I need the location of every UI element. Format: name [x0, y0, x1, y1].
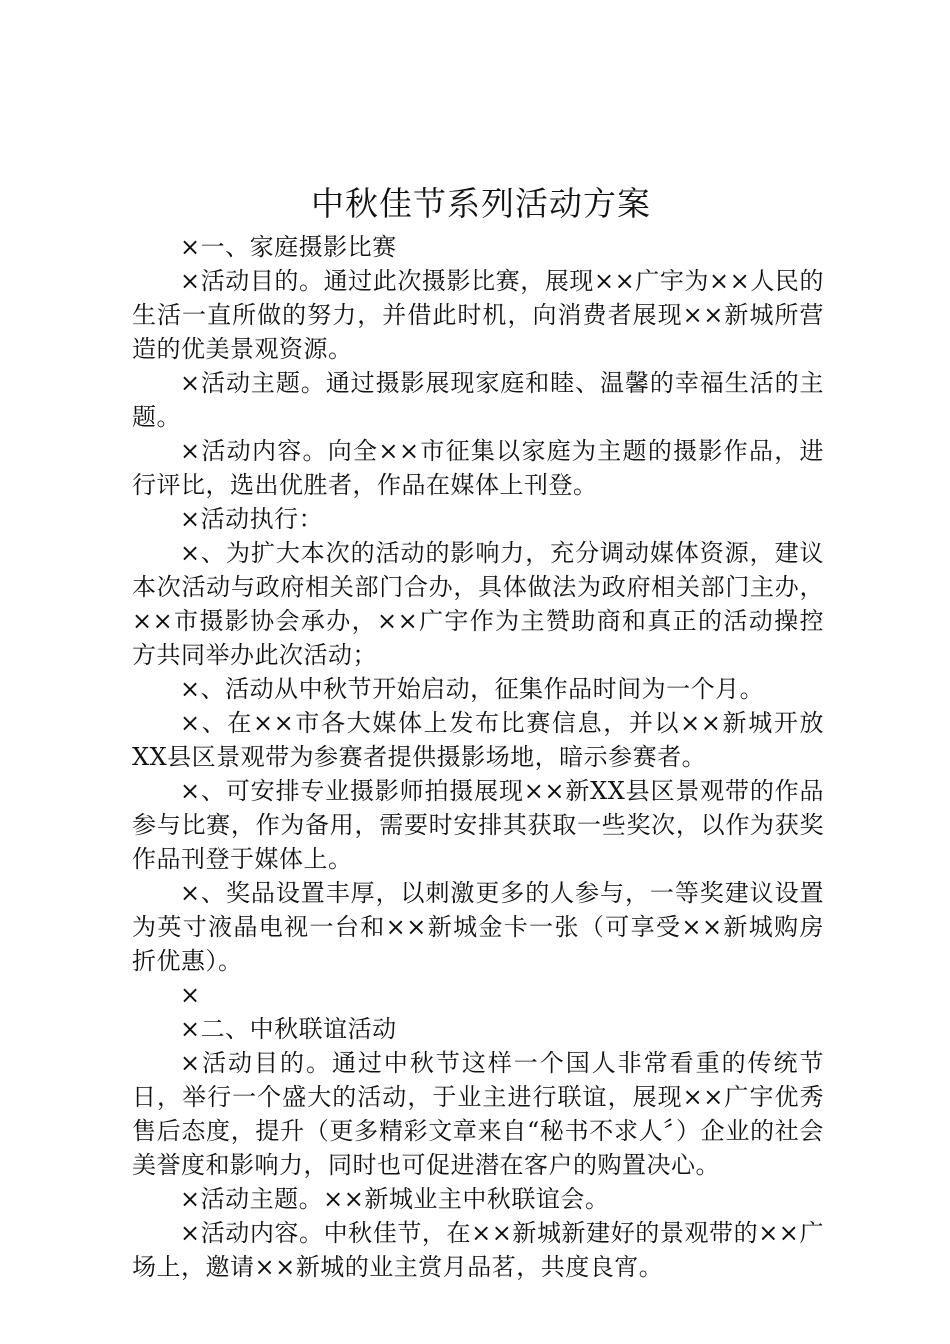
paragraph-purpose-1: ×活动目的。通过此次摄影比赛，展现××广宇为××人民的生活一直所做的努力，并借此时机，向消费者展现××新城所营造的优美景观资源。	[132, 267, 824, 363]
paragraph-placeholder: ×	[180, 981, 201, 1009]
document-title: 中秋佳节系列活动方案	[311, 184, 651, 223]
paragraph-execution-item-1: ×、为扩大本次的活动的影响力，充分调动媒体资源，建议本次活动与政府相关部门合办，具体做法为政府相关部门主办，××市摄影协会承办，××广宇作为主赞助商和真正的活动操控方共同举办此次活动；	[132, 539, 824, 669]
paragraph-execution-item-2: ×、活动从中秋节开始启动，征集作品时间为一个月。	[180, 675, 765, 703]
paragraph-content-2: ×活动内容。中秋佳节，在××新城新建好的景观带的××广场上，邀请××新城的业主赏月品茗，共度良宵。	[132, 1219, 824, 1281]
section-heading-photo-contest: ×一、家庭摄影比赛	[180, 233, 397, 261]
section-heading-gala: ×二、中秋联谊活动	[180, 1015, 397, 1043]
paragraph-purpose-2: ×活动目的。通过中秋节这样一个国人非常看重的传统节日，举行一个盛大的活动，于业主进行联谊，展现××广宇优秀售后态度，提升（更多精彩文章来自“秘书不求人〞）企业的社会美誉度和影响力，同时也可促进潜在客户的购置决心。	[132, 1049, 824, 1179]
document-body	[132, 230, 824, 1284]
paragraph-execution-heading: ×活动执行：	[180, 505, 324, 533]
paragraph-content-1: ×活动内容。向全××市征集以家庭为主题的摄影作品，进行评比，选出优胜者，作品在媒体上刊登。	[132, 437, 824, 499]
paragraph-execution-item-4: ×、可安排专业摄影师拍摄展现××新XX县区景观带的作品参与比赛，作为备用，需要时安排其获取一些奖次，以作为获奖作品刊登于媒体上。	[132, 777, 824, 873]
paragraph-execution-item-5: ×、奖品设置丰厚，以刺激更多的人参与，一等奖建议设置为英寸液晶电视一台和××新城金卡一张（可享受××新城购房折优惠）。	[132, 879, 824, 975]
paragraph-theme-2: ×活动主题。××新城业主中秋联谊会。	[180, 1185, 610, 1213]
paragraph-execution-item-3: ×、在××市各大媒体上发布比赛信息，并以××新城开放XX县区景观带为参赛者提供摄影场地，暗示参赛者。	[132, 709, 824, 771]
paragraph-theme-1: ×活动主题。通过摄影展现家庭和睦、温馨的幸福生活的主题。	[132, 369, 824, 431]
